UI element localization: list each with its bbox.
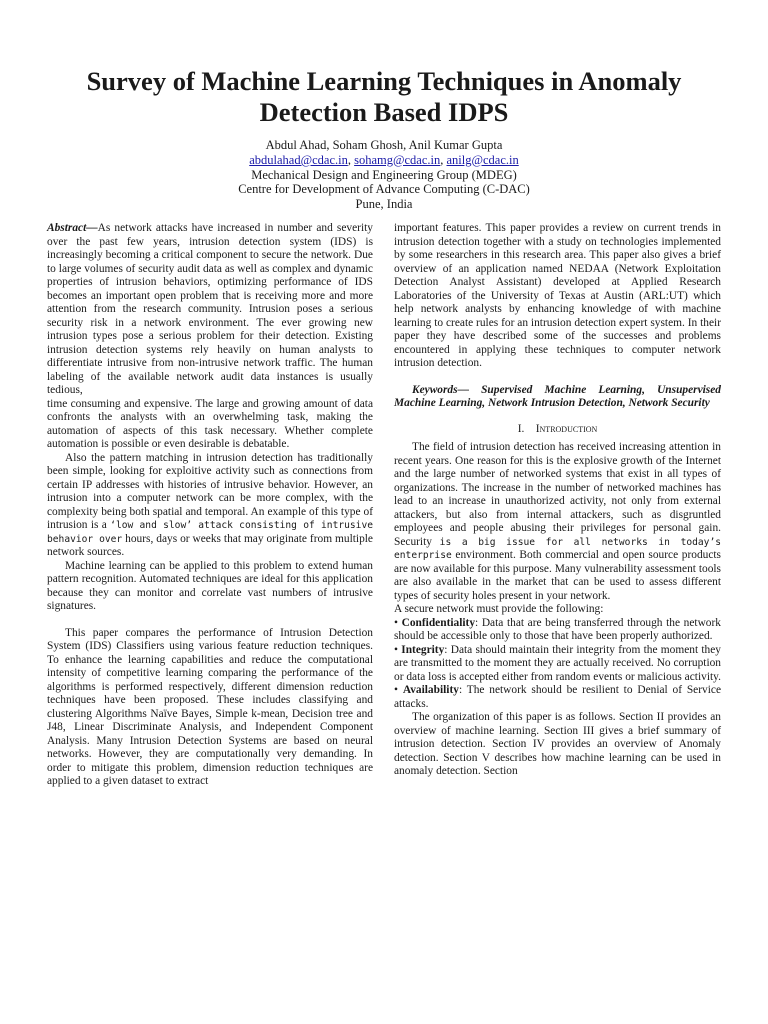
affiliation-location: Pune, India [355,197,413,212]
bullet-integrity: • Integrity: Data should maintain their integrity from the moment they are transmitted to the moment they are actually received. No corruption or data loss is accepted either from random events or malicious activity. [394,643,721,683]
right-column [394,222,721,779]
email-link-anil[interactable]: anilg@cdac.in [446,152,519,167]
keywords: Keywords— Supervised Machine Learning, Unsupervised Machine Learning, Network Intrusion Detection, Network Security [394,383,721,409]
abstract-paragraph-5: This paper compares the performance of Intrusion Detection System (IDS) Classifiers using various feature reduction techniques. To enhance the learning capabilities and reduce the computational intensity of competitive learning comparing the performance of the algorithms is performed respectively, different dimension reduction techniques have been proposed. These includes classifying and clustering Algorithms Naïve Bayes, Simple k-mean, Decision tree and J48, Linear Discriminate Analysis, and Independent Component Analysis. Many Intrusion Detection Systems are based on neural networks. However, they are computationally very demanding. In order to mitigate this problem, dimension reduction techniques are applied to a given dataset to extract [47,626,373,787]
author-emails: abdulahad@cdac.in, sohamg@cdac.in, anilg@cdac.in [249,152,519,167]
abstract-paragraph-1: Abstract—As network attacks have increased in number and severity over the past few years, intrusion detection system (IDS) is increasingly becoming a critical component to secure the network. Due to large volumes of security audit data as well as complex and dynamic properties of intrusion behaviors, optimizing performance of IDS becomes an important open problem that is receiving more and more attention from the research community. Intrusion poses a serious security risk in a network environment. The ever growing new intrusion types pose a serious problem for their detection. Existing intrusion detection systems rely heavily on human analysts to differentiate intrusive from non-intrusive network traffic. The human labeling of the available network audit data instances is usually tedious, [47,222,373,396]
section-heading-introduction: I. Introduction [517,422,598,435]
abstract-paragraph-4: Machine learning can be applied to this problem to extend human pattern recognition. Automated techniques are ideal for this application because they can monitor and correlate vast numbers of intrusive signatures. [47,559,373,612]
author-block [40,138,728,212]
abstract-label: Abstract— [47,222,98,234]
paper-title: Survey of Machine Learning Techniques in Anomaly Detection Based IDPS [86,66,682,127]
abstract-paragraph-6: important features. This paper provides a review on current trends in intrusion detection together with a study on technologies implemented by some researchers in this research area. This paper also gives a brief overview of an application named NEDAA (Network Exploitation Detection Analyst Assistant) developed at Applied Research Laboratories of the University of Texas at Austin (ARL:UT) which help network analysts by enhancing knowledge of with machine learning to create rules for an intrusion detection expert system. In their paper they have described some of the successes and problems encountered in applying these techniques to computer network intrusion detection. [394,222,721,369]
abstract-paragraph-3: Also the pattern matching in intrusion detection has traditionally been simple, looking for exploitive activity such as connections from certain IP addresses with histories of intrusive behavior. However, an intrusion into a computer network can be more complex, with the complexity being both spatial and temporal. An example of this type of intrusion is a ‘low and slow’ attack consisting of intrusive behavior over hours, days or weeks that may originate from multiple network sources. [47,451,373,558]
left-column [47,222,373,789]
email-link-abdul[interactable]: abdulahad@cdac.in [249,152,348,167]
intro-paragraph-1: The field of intrusion detection has received increasing attention in recent years. One reason for this is the explosive growth of the Internet and the large number of networked systems that exist in all types of organizations. The increase in the number of networked machines has lead to an increase in unauthorized activity, not only from external attackers, but also from internal attackers, such as disgruntled employees and people abusing their privileges for personal gain. Security is a big issue for all networks in today’s enterprise environment. Both commercial and open source products are now available for this purpose. Many vulnerability assessment tools are also available in the market that can be used to assess different types of security holes present in your network. [394,441,721,602]
bullet-confidentiality: • Confidentiality: Data that are being transferred through the network should be accessible only to those that have been properly authorized. [394,616,721,642]
abstract-paragraph-2: time consuming and expensive. The large and growing amount of data confronts the analysts with an overwhelming task, making the automation of aspects of this task necessary. Whether complete automation is possible or even desirable is debatable. [47,397,373,450]
bullet-availability: • Availability: The network should be resilient to Denial of Service attacks. [394,684,721,710]
affiliation-centre: Centre for Development of Advance Computing (C-DAC) [238,182,530,197]
affiliation-group: Mechanical Design and Engineering Group (MDEG) [251,167,517,182]
author-names: Abdul Ahad, Soham Ghosh, Anil Kumar Gupta [265,138,503,152]
email-link-soham[interactable]: sohamg@cdac.in [354,152,441,167]
intro-paragraph-2: A secure network must provide the following: [394,603,604,615]
intro-paragraph-3: The organization of this paper is as follows. Section II provides an overview of machine learning. Section III gives a brief summary of intrusion detection. Section IV provides an overview of Anomaly detection. Section V describes how machine learning can be used in anomaly detection. Section [394,711,721,777]
